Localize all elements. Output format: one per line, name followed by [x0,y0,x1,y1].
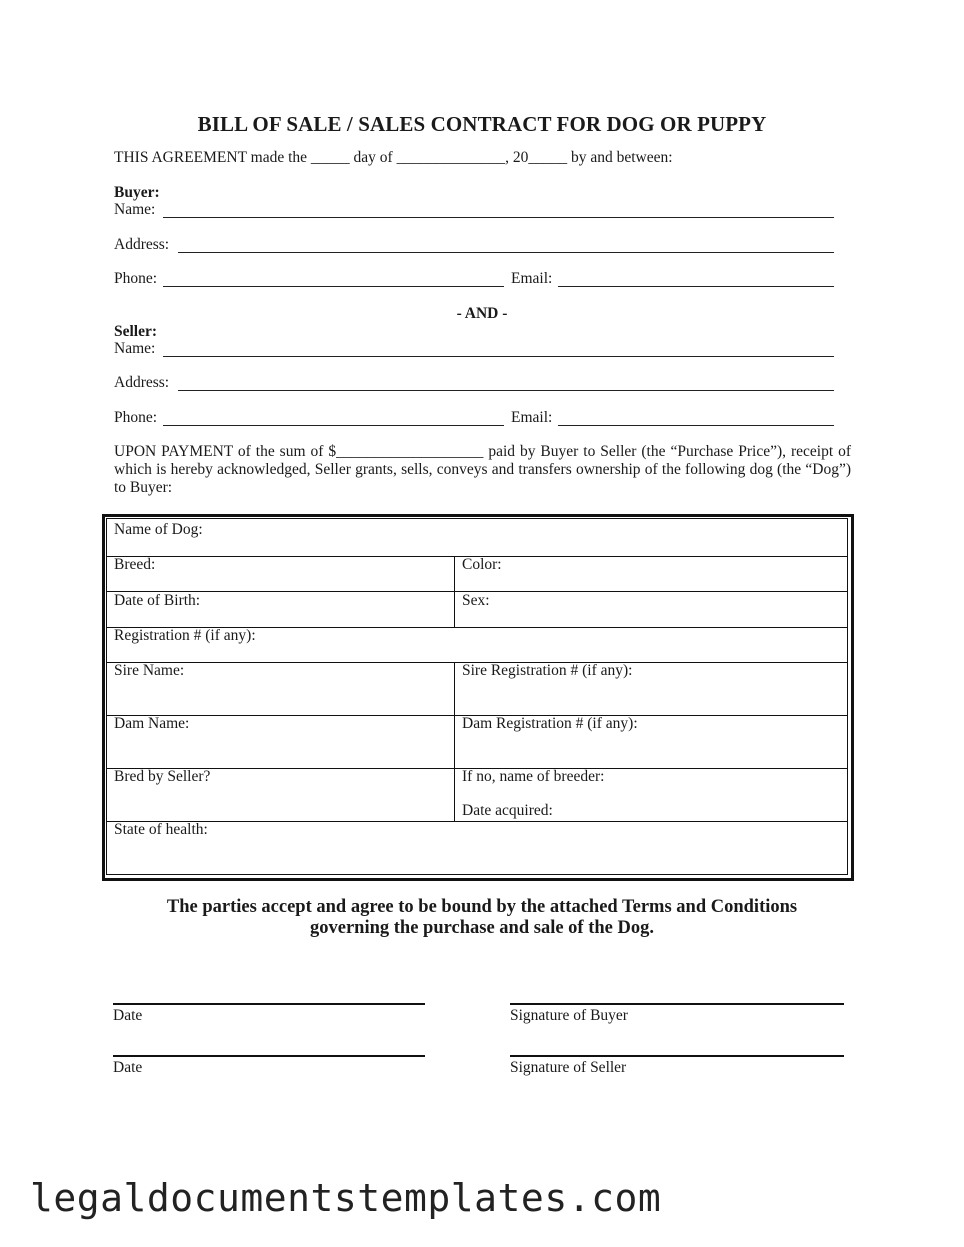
payment-paragraph [114,443,851,497]
registration-label: Registration # (if any): [114,627,256,644]
breed-label: Breed: [114,556,156,573]
agreement-statement-line-2: governing the purchase and sale of the Dog. [310,918,654,938]
buyer-date-label: Date [113,1007,143,1024]
dam-registration-label: Dam Registration # (if any): [462,715,638,732]
agreement-statement [0,897,964,939]
watermark-text: legaldocumentstemplates.com [30,1176,662,1220]
buyer-address-label: Address: [114,236,170,253]
dog-table [106,518,848,875]
state-of-health-label: State of health: [114,821,208,838]
color-label: Color: [462,556,502,573]
buyer-date-line[interactable] [113,1003,425,1005]
agreement-year-prefix: , 20 [505,149,529,166]
agreement-prefix: THIS AGREEMENT made the [114,149,308,166]
buyer-name-label: Name: [114,201,156,218]
seller-date-line[interactable] [113,1055,425,1057]
seller-heading: Seller: [114,323,158,340]
buyer-address-field[interactable] [178,252,834,253]
name-of-dog-label: Name of Dog: [114,521,203,538]
date-acquired-label: Date acquired: [462,802,553,819]
breeder-name-label: If no, name of breeder: [462,768,605,785]
seller-signature-line[interactable] [510,1055,844,1057]
year-blank[interactable]: _____ [528,149,568,166]
and-separator: - AND - [456,305,508,322]
sire-registration-label: Sire Registration # (if any): [462,662,633,679]
seller-address-field[interactable] [178,390,834,391]
payment-text: paid by Buyer to Seller (the “Purchase Price”), receipt of which is hereby acknowledged, Seller grants, sells, conveys and transfers ownership of the following dog (the “Dog”) to Buyer: [114,443,852,496]
seller-email-label: Email: [511,409,553,426]
purchase-price-blank[interactable]: ___________________ [336,443,484,460]
agreement-statement-line-1: The parties accept and agree to be bound by the attached Terms and Conditions [166,897,798,917]
bred-by-seller-label: Bred by Seller? [114,768,211,785]
buyer-signature-label: Signature of Buyer [510,1007,628,1024]
dam-name-label: Dam Name: [114,715,190,732]
buyer-heading: Buyer: [114,184,160,201]
seller-address-label: Address: [114,374,170,391]
month-blank[interactable]: ______________ [396,149,506,166]
seller-signature-label: Signature of Seller [510,1059,627,1076]
buyer-email-field[interactable] [558,286,834,287]
seller-name-label: Name: [114,340,156,357]
seller-email-field[interactable] [558,425,834,426]
agreement-day-of: day of [353,149,393,166]
date-of-birth-label: Date of Birth: [114,592,201,609]
agreement-suffix: by and between: [570,149,673,166]
buyer-phone-field[interactable] [163,286,504,287]
seller-phone-field[interactable] [163,425,504,426]
seller-name-field[interactable] [163,356,834,357]
day-blank[interactable]: _____ [310,149,350,166]
seller-phone-label: Phone: [114,409,158,426]
payment-prefix: UPON PAYMENT of the sum of $ [114,443,337,460]
sex-label: Sex: [462,592,490,609]
seller-date-label: Date [113,1059,143,1076]
document-title: BILL OF SALE / SALES CONTRACT FOR DOG OR PUPPY [197,112,767,136]
buyer-email-label: Email: [511,270,553,287]
buyer-name-field[interactable] [163,217,834,218]
buyer-phone-label: Phone: [114,270,158,287]
sire-name-label: Sire Name: [114,662,185,679]
agreement-line [114,149,673,167]
buyer-signature-line[interactable] [510,1003,844,1005]
